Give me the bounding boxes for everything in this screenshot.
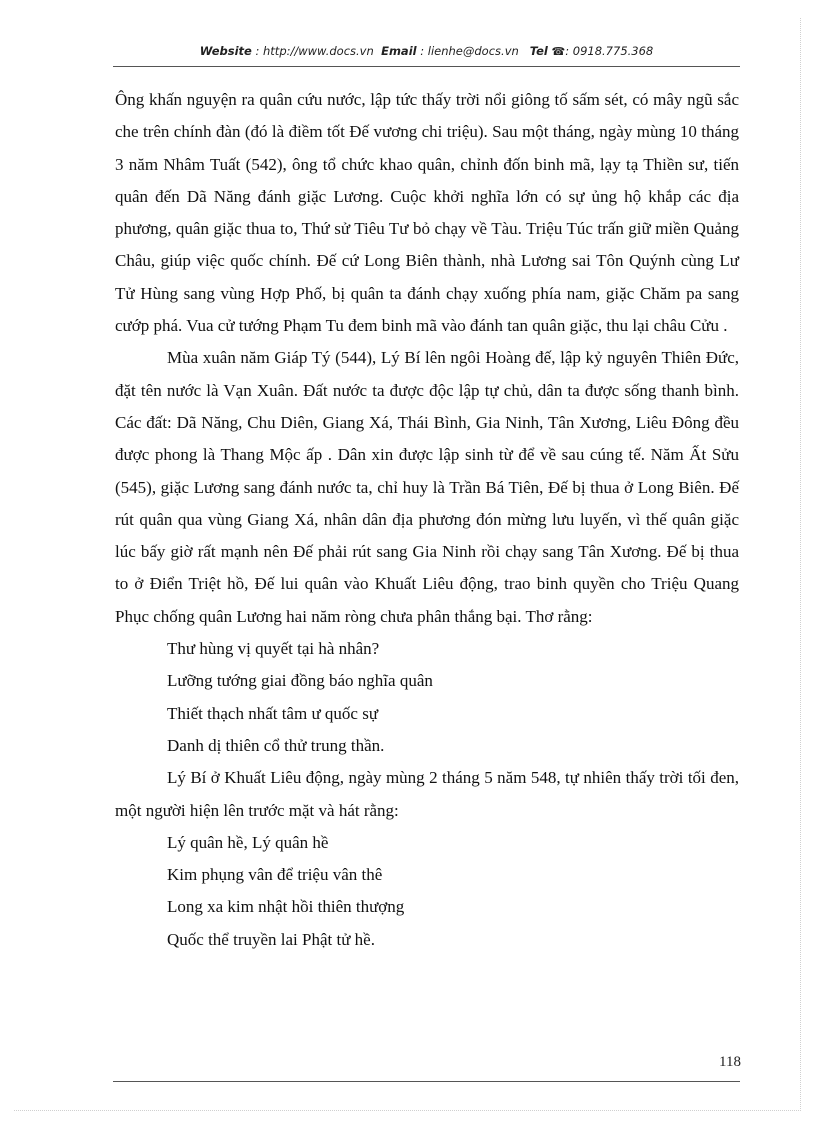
tel-label: Tel <box>529 44 548 58</box>
poem-2-line-3: Long xa kim nhật hồi thiên thượng <box>167 897 405 917</box>
document-body <box>115 84 739 956</box>
poem-2-line-2: Kim phụng vân để triệu vân thê <box>167 865 383 885</box>
paragraph-1: Ông khấn nguyện ra quân cứu nước, lập tức thấy trời nổi giông tố sấm sét, có mây ngũ sắc che trên chính đàn (đó là điềm tốt Đế vương chi triệu). Sau một tháng, ngày mùng 10 tháng 3 năm Nhâm Tuất (542), ông tổ chức khao quân, chỉnh đốn binh mã, lạy tạ Thiền sư, tiến quân đến Dã Năng đánh giặc Lương. Cuộc khởi nghĩa lớn có sự ủng hộ khắp các địa phương, quân giặc thua to, Thứ sử Tiêu Tư bỏ chạy về Tàu. Triệu Túc trấn giữ miền Quảng Châu, giúp việc quốc chính. Đế cứ Long Biên thành, nhà Lương sai Tôn Quýnh cùng Lư Tử Hùng sang vùng Hợp Phố, bị quân ta đánh chạy xuống phía nam, giặc Chăm pa sang cướp phá. Vua cử tướng Phạm Tu đem binh mã vào đánh tan quân giặc, thu lại châu Cửu . <box>115 90 739 336</box>
email-label: Email <box>381 44 417 58</box>
website-label: Website <box>199 44 252 58</box>
page-number: 118 <box>719 1054 741 1070</box>
poem-1-line-2: Lưỡng tướng giai đồng báo nghĩa quân <box>167 671 433 691</box>
email-value: : lienhe@docs.vn <box>420 44 519 58</box>
page-header <box>113 44 740 67</box>
phone-icon: ☎ <box>551 45 566 58</box>
tel-value: : 0918.775.368 <box>565 44 654 58</box>
website-value: : http://www.docs.vn <box>255 44 374 58</box>
poem-1-line-4: Danh dị thiên cổ thử trung thần. <box>167 735 385 755</box>
footer-rule <box>113 1081 740 1082</box>
poem-2-line-4: Quốc thể truyền lai Phật tử hề. <box>167 929 375 949</box>
paragraph-3: Lý Bí ở Khuất Liêu động, ngày mùng 2 tháng 5 năm 548, tự nhiên thấy trời tối đen, một người hiện lên trước mặt và hát rằng: <box>115 768 739 820</box>
poem-1-line-3: Thiết thạch nhất tâm ư quốc sự <box>167 703 379 723</box>
poem-1-line-1: Thư hùng vị quyết tại hà nhân? <box>167 639 380 659</box>
paragraph-2: Mùa xuân năm Giáp Tý (544), Lý Bí lên ngôi Hoàng đế, lập kỷ nguyên Thiên Đức, đặt tên nước là Vạn Xuân. Đất nước ta được độc lập tự chủ, dân ta được sống thanh bình. Các đất: Dã Năng, Chu Diên, Giang Xá, Thái Bình, Gia Ninh, Tân Xương, Liêu Đông đều được phong là Thang Mộc ấp . Dân xin được lập sinh từ để về sau cúng tế. Năm Ất Sửu (545), giặc Lương sang đánh nước ta, chỉ huy là Trần Bá Tiên, Đế bị thua ở Long Biên. Đế rút quân qua vùng Giang Xá, nhân dân địa phương đón mừng lưu luyến, vì thế quân giặc lúc bấy giờ rất mạnh nên Đế phải rút sang Gia Ninh rồi chạy sang Tân Xương. Đế bị thua to ở Điển Triệt hồ, Đế lui quân vào Khuất Liêu động, trao binh quyền cho Triệu Quang Phục chống quân Lương hai năm ròng chưa phân thắng bại. Thơ rằng: <box>115 348 739 626</box>
poem-2-line-1: Lý quân hề, Lý quân hề <box>167 832 329 852</box>
